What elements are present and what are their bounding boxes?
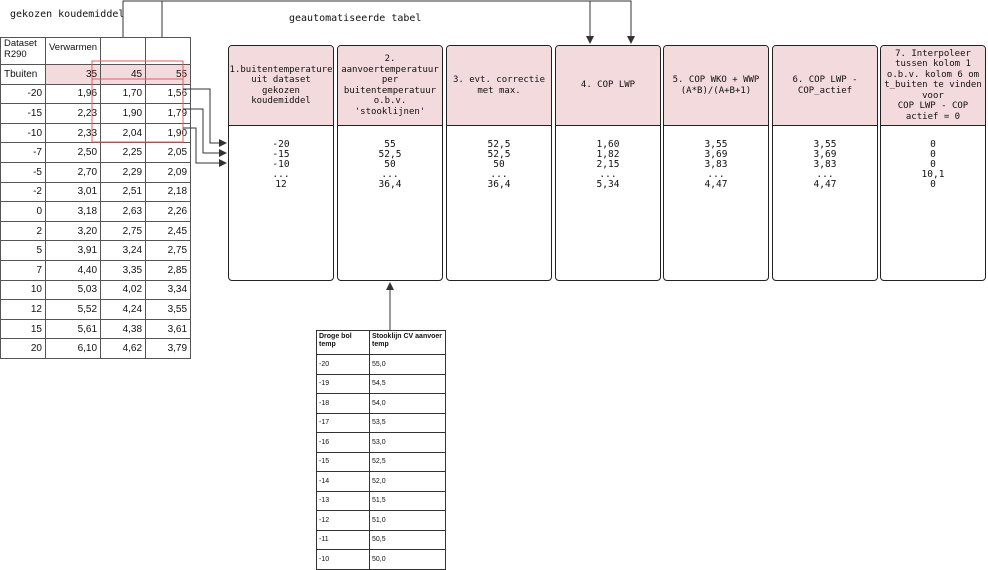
dataset-cop-cell: 5,52 [46, 300, 101, 320]
dataset-temp-35: 35 [46, 65, 101, 85]
dataset-cop-cell: 3,61 [146, 319, 191, 339]
dataset-cop-cell: 2,33 [46, 123, 101, 143]
dataset-cop-cell: 1,96 [46, 84, 101, 104]
dataset-temp-55: 55 [146, 65, 191, 85]
dataset-cop-cell: 2,50 [46, 143, 101, 163]
dataset-title: Dataset R290 [1, 38, 46, 65]
dataset-cop-cell: 1,70 [101, 84, 146, 104]
column-header-3: 3. evt. correctie met max. [447, 46, 551, 126]
dataset-tbuiten-cell: -7 [1, 143, 46, 163]
dataset-tbuiten-cell: 7 [1, 260, 46, 280]
stooklijn-temp-cell: -14 [317, 472, 370, 492]
dataset-row [1, 319, 191, 339]
stooklijn-aanvoer-cell: 51,0 [370, 511, 446, 531]
dataset-cop-cell: 2,70 [46, 162, 101, 182]
stooklijn-row [317, 472, 446, 492]
stooklijn-aanvoer-cell: 53,5 [370, 413, 446, 433]
stooklijn-header-droge-bol: Droge bol temp [317, 331, 370, 355]
column-header-1: 1.buitentemperature uit dataset gekozen koudemiddel [229, 46, 333, 126]
stooklijn-row [317, 511, 446, 531]
dataset-cop-cell: 1,90 [146, 123, 191, 143]
dataset-cop-cell: 2,25 [101, 143, 146, 163]
dataset-tbuiten-cell: -10 [1, 123, 46, 143]
column-values-1: -20 -15 -10 ... 12 [272, 139, 290, 190]
dataset-row [1, 123, 191, 143]
dataset-tbuiten: Tbuiten [1, 65, 46, 85]
column-box-7 [880, 45, 986, 281]
dataset-cop-cell: 1,56 [146, 84, 191, 104]
dataset-tbuiten-cell: 20 [1, 339, 46, 359]
dataset-temp-row [1, 65, 191, 85]
dataset-tbuiten-cell: 2 [1, 221, 46, 241]
dataset-tbuiten-cell: 0 [1, 202, 46, 222]
stooklijn-aanvoer-cell: 54,0 [370, 394, 446, 414]
dataset-cop-cell: 3,34 [146, 280, 191, 300]
dataset-row [1, 260, 191, 280]
dataset-table [0, 37, 191, 359]
column-box-4 [555, 45, 661, 281]
dataset-cop-cell: 3,79 [146, 339, 191, 359]
stooklijn-row [317, 550, 446, 570]
dataset-cop-cell: 4,62 [101, 339, 146, 359]
column-box-2 [337, 45, 443, 281]
dataset-row [1, 143, 191, 163]
stooklijn-temp-cell: -12 [317, 511, 370, 531]
dataset-verwarmen: Verwarmen [46, 38, 101, 65]
dataset-cop-cell: 2,51 [101, 182, 146, 202]
dataset-cop-cell: 4,02 [101, 280, 146, 300]
dataset-row [1, 280, 191, 300]
column-box-5 [663, 45, 769, 281]
dataset-cop-cell: 2,23 [46, 104, 101, 124]
column-box-6 [772, 45, 878, 281]
stooklijn-aanvoer-cell: 53,0 [370, 433, 446, 453]
dataset-cop-cell: 6,10 [46, 339, 101, 359]
dataset-cop-cell: 2,85 [146, 260, 191, 280]
stooklijn-aanvoer-cell: 50,5 [370, 530, 446, 550]
dataset-row [1, 339, 191, 359]
dataset-empty-cell [146, 38, 191, 65]
dataset-tbuiten-cell: -2 [1, 182, 46, 202]
dataset-tbuiten-cell: -5 [1, 162, 46, 182]
column-box-3 [446, 45, 552, 281]
stooklijn-temp-cell: -20 [317, 355, 370, 375]
dataset-cop-cell: 3,91 [46, 241, 101, 261]
dataset-header-row [1, 38, 191, 65]
stooklijn-table [316, 330, 446, 570]
dataset-cop-cell: 3,01 [46, 182, 101, 202]
column-header-6: 6. COP LWP - COP_actief [773, 46, 877, 126]
stooklijn-row [317, 452, 446, 472]
column-values-5: 3,55 3,69 3,83 ... 4,47 [704, 139, 728, 190]
stooklijn-aanvoer-cell: 51,5 [370, 491, 446, 511]
column-values-4: 1,60 1,82 2,15 ... 5,34 [596, 139, 620, 190]
stooklijn-aanvoer-cell: 52,0 [370, 472, 446, 492]
label-gekozen-koudemiddel: gekozen koudemiddel [10, 9, 125, 20]
dataset-cop-cell: 1,79 [146, 104, 191, 124]
dataset-tbuiten-cell: 10 [1, 280, 46, 300]
stooklijn-temp-cell: -15 [317, 452, 370, 472]
dataset-row [1, 300, 191, 320]
dataset-empty-cell [101, 38, 146, 65]
dataset-cop-cell: 2,04 [101, 123, 146, 143]
column-values-2: 55 52,5 50 ... 36,4 [378, 139, 402, 190]
dataset-cop-cell: 2,29 [101, 162, 146, 182]
dataset-tbuiten-cell: 15 [1, 319, 46, 339]
column-box-1 [228, 45, 334, 281]
column-header-7: 7. Interpoleer tussen kolom 1 o.b.v. kolom 6 om t_buiten te vinden voor COP LWP - COP actief = 0 [881, 46, 985, 126]
dataset-row [1, 162, 191, 182]
stooklijn-aanvoer-cell: 50,0 [370, 550, 446, 570]
column-header-4: 4. COP LWP [556, 46, 660, 126]
dataset-cop-cell: 2,09 [146, 162, 191, 182]
dataset-temp-45: 45 [101, 65, 146, 85]
stooklijn-temp-cell: -11 [317, 530, 370, 550]
stooklijn-temp-cell: -19 [317, 374, 370, 394]
stooklijn-temp-cell: -16 [317, 433, 370, 453]
dataset-cop-cell: 3,35 [101, 260, 146, 280]
dataset-cop-cell: 3,55 [146, 300, 191, 320]
dataset-cop-cell: 3,24 [101, 241, 146, 261]
stooklijn-temp-cell: -17 [317, 413, 370, 433]
stooklijn-header-cv-aanvoer: Stooklijn CV aanvoer temp [370, 331, 446, 355]
dataset-cop-cell: 5,61 [46, 319, 101, 339]
column-values-6: 3,55 3,69 3,83 ... 4,47 [813, 139, 837, 190]
label-geautomatiseerde-tabel: geautomatiseerde tabel [289, 13, 422, 24]
dataset-tbuiten-cell: 5 [1, 241, 46, 261]
column-values-7: 0 0 0 10,1 0 [921, 139, 945, 190]
dataset-cop-cell: 2,63 [101, 202, 146, 222]
stooklijn-temp-cell: -13 [317, 491, 370, 511]
stooklijn-row [317, 433, 446, 453]
dataset-row [1, 241, 191, 261]
dataset-cop-cell: 2,75 [101, 221, 146, 241]
dataset-row [1, 202, 191, 222]
dataset-cop-cell: 4,38 [101, 319, 146, 339]
stooklijn-aanvoer-cell: 54,5 [370, 374, 446, 394]
dataset-row [1, 221, 191, 241]
stooklijn-temp-cell: -18 [317, 394, 370, 414]
stooklijn-aanvoer-cell: 52,5 [370, 452, 446, 472]
column-header-5: 5. COP WKO + WWP (A*B)/(A+B+1) [664, 46, 768, 126]
dataset-tbuiten-cell: -15 [1, 104, 46, 124]
stooklijn-row [317, 374, 446, 394]
dataset-cop-cell: 2,45 [146, 221, 191, 241]
column-values-3: 52,5 52,5 50 ... 36,4 [487, 139, 511, 190]
dataset-row [1, 182, 191, 202]
dataset-tbuiten-cell: -20 [1, 84, 46, 104]
column-header-2: 2. aanvoertemperatuur per buitentemperatuur o.b.v. 'stooklijnen' [338, 46, 442, 126]
dataset-cop-cell: 4,40 [46, 260, 101, 280]
dataset-cop-cell: 3,18 [46, 202, 101, 222]
stooklijn-row [317, 530, 446, 550]
dataset-cop-cell: 1,90 [101, 104, 146, 124]
dataset-cop-cell: 4,24 [101, 300, 146, 320]
stooklijn-aanvoer-cell: 55,0 [370, 355, 446, 375]
stooklijn-header-row [317, 331, 446, 355]
stooklijn-row [317, 491, 446, 511]
stooklijn-temp-cell: -10 [317, 550, 370, 570]
stooklijn-row [317, 413, 446, 433]
dataset-cop-cell: 2,05 [146, 143, 191, 163]
dataset-cop-cell: 3,20 [46, 221, 101, 241]
dataset-row [1, 104, 191, 124]
dataset-cop-cell: 2,75 [146, 241, 191, 261]
dataset-row [1, 84, 191, 104]
dataset-cop-cell: 5,03 [46, 280, 101, 300]
dataset-tbuiten-cell: 12 [1, 300, 46, 320]
stooklijn-row [317, 394, 446, 414]
dataset-cop-cell: 2,18 [146, 182, 191, 202]
dataset-cop-cell: 2,26 [146, 202, 191, 222]
stooklijn-row [317, 355, 446, 375]
